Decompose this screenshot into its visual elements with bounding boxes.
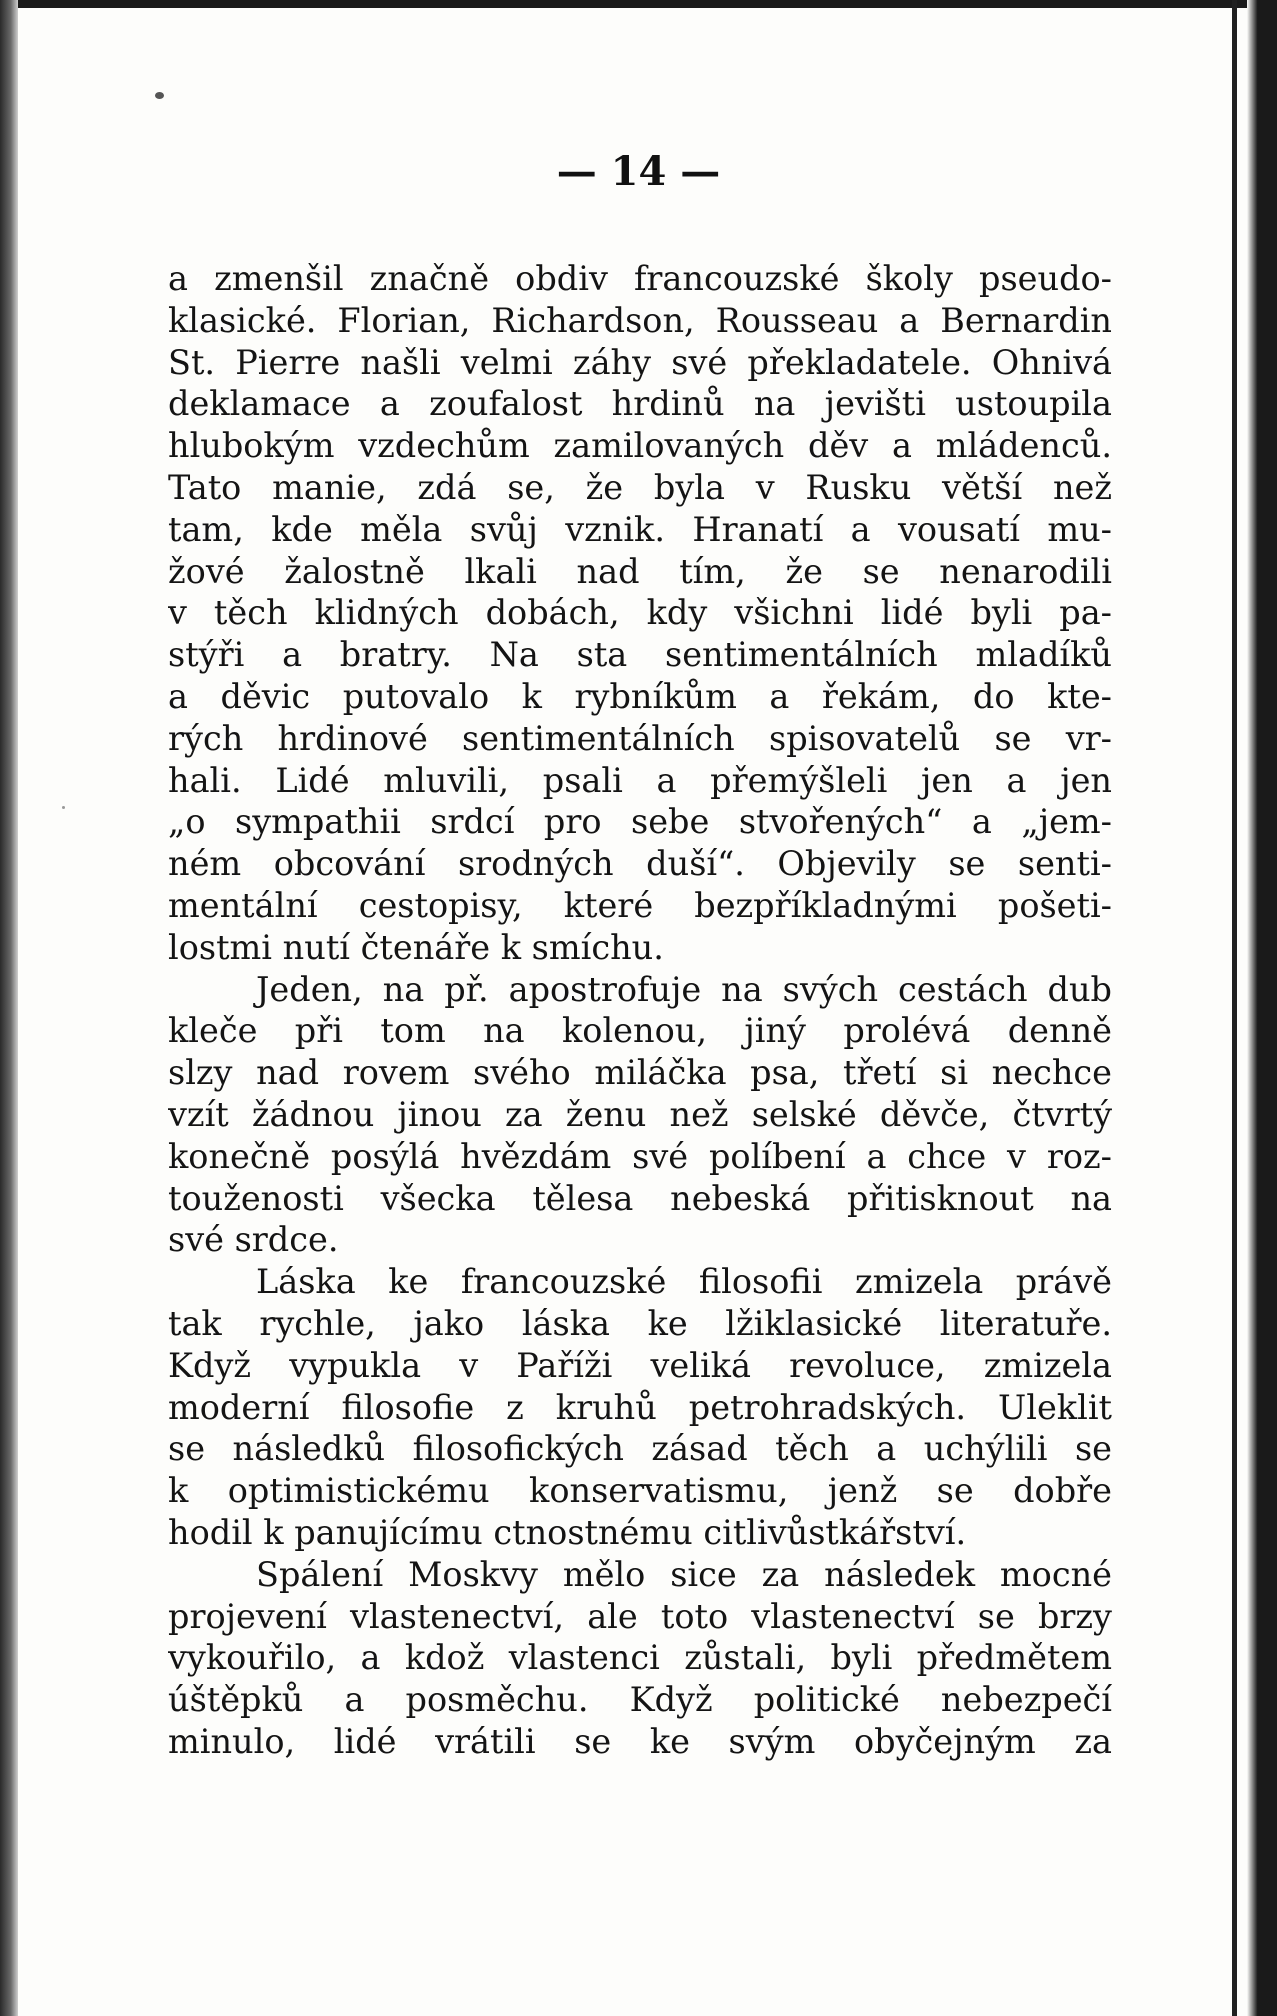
- text-line: kleče při tom na kolenou, jiný prolévá denně: [168, 1011, 1112, 1051]
- scan-border-left: [0, 0, 18, 2016]
- text-line: projevení vlastenectví, ale toto vlastenectví se brzy: [168, 1596, 1112, 1636]
- text-line: Spálení Moskvy mělo sice za následek mocné: [256, 1554, 1112, 1594]
- text-line: touženosti všecka tělesa nebeská přitisknout na: [168, 1178, 1112, 1218]
- scan-speck: [62, 806, 65, 809]
- text-line: slzy nad rovem svého miláčka psa, třetí si nechce: [168, 1053, 1112, 1093]
- text-line: v těch klidných dobách, kdy všichni lidé byli pa-: [168, 593, 1112, 633]
- scan-border-right-line: [1232, 0, 1237, 2016]
- scan-border-top: [0, 0, 1277, 8]
- body-text: [168, 258, 1112, 1763]
- text-line: k optimistickému konservatismu, jenž se dobře: [168, 1471, 1112, 1511]
- text-line: úštěpků a posměchu. Když politické nebezpečí: [168, 1680, 1112, 1720]
- text-line: ném obcování srodných duší“. Objevily se senti-: [168, 844, 1112, 884]
- text-line: a děvic putovalo k rybníkům a řekám, do kte-: [168, 676, 1112, 716]
- text-line: Jeden, na př. apostrofuje na svých cestách dub: [256, 969, 1112, 1009]
- scan-border-right: [1247, 0, 1277, 2016]
- text-line: hali. Lidé mluvili, psali a přemýšleli jen a jen: [168, 760, 1112, 800]
- text-line: mentální cestopisy, které bezpříkladnými pošeti-: [168, 885, 1112, 925]
- text-line: stýři a bratry. Na sta sentimentálních mladíků: [168, 635, 1112, 675]
- text-line: své srdce.: [168, 1220, 339, 1260]
- text-line: rých hrdinové sentimentálních spisovatelů se vr-: [168, 718, 1112, 758]
- text-line: a zmenšil značně obdiv francouzské školy pseudo-: [168, 259, 1112, 298]
- text-line: moderní filosofie z kruhů petrohradských. Uleklit: [168, 1387, 1112, 1427]
- text-line: hlubokým vzdechům zamilovaných děv a mládenců.: [168, 426, 1112, 466]
- text-line: vykouřilo, a kdož vlastenci zůstali, byli předmětem: [168, 1638, 1112, 1678]
- text-line: hodil k panujícímu ctnostnému citlivůstkářství.: [168, 1512, 967, 1552]
- text-line: minulo, lidé vrátili se ke svým obyčejným za: [168, 1721, 1112, 1761]
- scan-speck: [155, 92, 164, 99]
- text-line: Láska ke francouzské filosofii zmizela právě: [256, 1262, 1112, 1302]
- text-line: klasické. Florian, Richardson, Rousseau a Bernardin: [168, 300, 1112, 340]
- text-line: tam, kde měla svůj vznik. Hranatí a vousatí mu-: [168, 509, 1112, 549]
- text-line: se následků filosofických zásad těch a uchýlili se: [168, 1429, 1112, 1469]
- text-line: deklamace a zoufalost hrdinů na jevišti ustoupila: [168, 384, 1112, 424]
- text-line: Tato manie, zdá se, že byla v Rusku větší než: [168, 467, 1112, 507]
- page-number: — 14 —: [556, 148, 721, 195]
- text-line: žové žalostně lkali nad tím, že se nenarodili: [168, 551, 1112, 591]
- text-line: lostmi nutí čtenáře k smíchu.: [168, 927, 664, 967]
- text-line: St. Pierre našli velmi záhy své překladatele. Ohnivá: [168, 342, 1112, 382]
- text-line: „o sympathii srdcí pro sebe stvořených“ a „jem-: [168, 802, 1112, 842]
- text-line: Když vypukla v Paříži veliká revoluce, zmizela: [168, 1345, 1112, 1385]
- text-line: vzít žádnou jinou za ženu než selské děvče, čtvrtý: [168, 1094, 1112, 1134]
- text-line: konečně posýlá hvězdám své políbení a chce v roz-: [168, 1136, 1112, 1176]
- text-line: tak rychle, jako láska ke lžiklasické literatuře.: [168, 1303, 1112, 1343]
